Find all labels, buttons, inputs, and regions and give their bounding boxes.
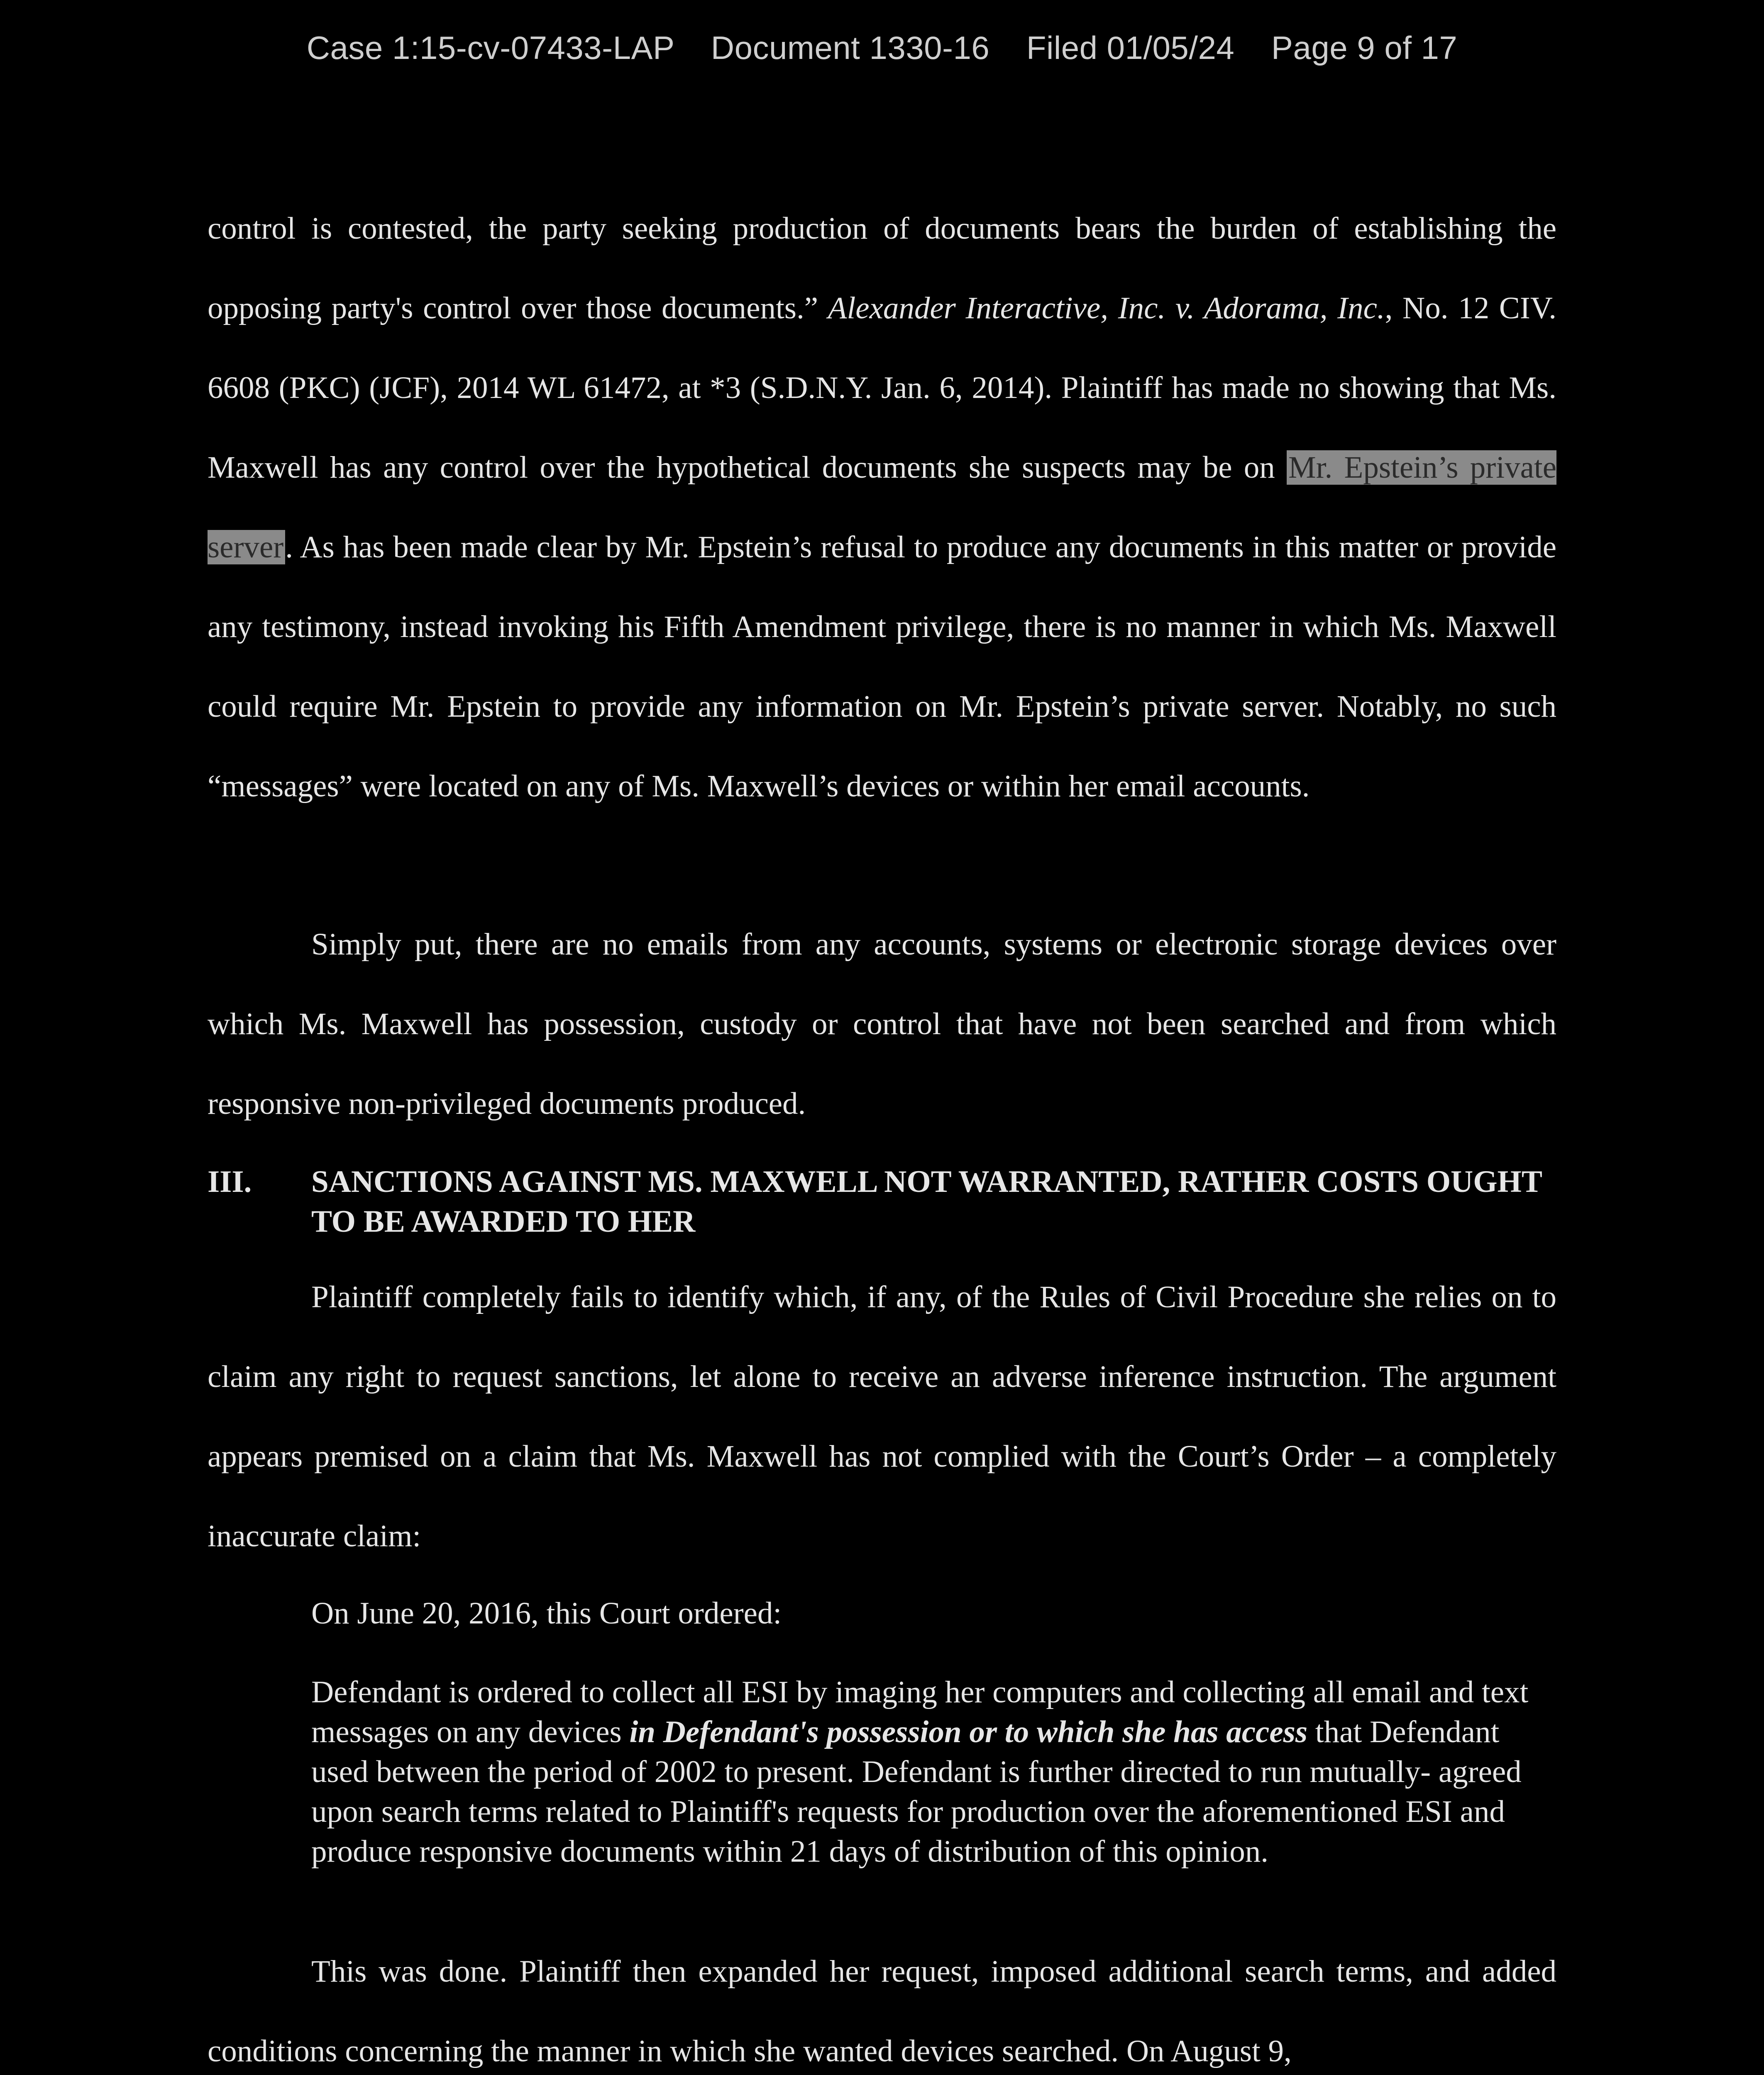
quote-text-1: Defendant is ordered to collect all ESI by imaging her computers and collecting all email and text messages on any devices	[311, 1675, 1529, 1749]
section-number: III.	[208, 1164, 252, 1199]
highlighted-phrase: Mr. Epstein’s private server	[208, 450, 1556, 564]
para1-text-3: . As has been made clear by Mr. Epstein’s refusal to produce any documents in this matter or provide any testimony, instead invoking his Fifth Amendment privilege, there is no manner in which Ms. Maxwell could require Mr. Epstein to provide any information on Mr. Epstein’s private server. Notably, no such “messages” were located on any of Ms. Maxwell’s devices or within her email accounts.	[208, 530, 1556, 803]
paragraph-simply-put: Simply put, there are no emails from any accounts, systems or electronic storage devices over which Ms. Maxwell has possession, custody or control that have not been searched and from which responsive non-privileged documents produced.	[208, 927, 1556, 1121]
paragraph-this-was-done: This was done. Plaintiff then expanded her request, imposed additional search terms, and added conditions concerning the manner in which she wanted devices searched. On August 9,	[208, 1954, 1556, 2068]
quote-text-2: that Defendant used between the period of 2002 to present. Defendant is further directed to run mutually- agreed upon search terms related to Plaintiff's requests for production over the aforementioned ESI and produce responsive documents within 21 days of distribution of this opinion.	[311, 1715, 1522, 1869]
case-header: Case 1:15-cv-07433-LAP Document 1330-16 Filed 01/05/24 Page 9 of 17	[306, 29, 1458, 66]
case-citation-name: Alexander Interactive, Inc. v. Adorama, Inc.	[828, 291, 1385, 325]
section-heading	[208, 1162, 1577, 1242]
paragraph-plaintiff-fails: Plaintiff completely fails to identify which, if any, of the Rules of Civil Procedure she relies on to claim any right to request sanctions, let alone to receive an adverse inference instruction. The argument appears premised on a claim that Ms. Maxwell has not complied with the Court’s Order – a completely inaccurate claim:	[208, 1280, 1556, 1553]
para1-text-2: , No. 12 CIV. 6608 (PKC) (JCF), 2014 WL 61472, at *3 (S.D.N.Y. Jan. 6, 2014). Plaintiff has made no showing that Ms. Maxwell has any control over the hypothetical documents she suspects may be on	[208, 291, 1556, 485]
block-quote-order	[311, 1672, 1548, 1872]
quote-intro: On June 20, 2016, this Court ordered:	[311, 1596, 782, 1631]
para1-text-1: control is contested, the party seeking production of documents bears the burden of establishing the opposing party's control over those documents.”	[208, 211, 1556, 325]
paragraph-control-contested	[208, 189, 1556, 826]
quote-emphasis: in Defendant's possession or to which she has access	[629, 1715, 1308, 1749]
section-title: SANCTIONS AGAINST MS. MAXWELL NOT WARRANTED, RATHER COSTS OUGHT TO BE AWARDED TO HER	[311, 1164, 1542, 1239]
